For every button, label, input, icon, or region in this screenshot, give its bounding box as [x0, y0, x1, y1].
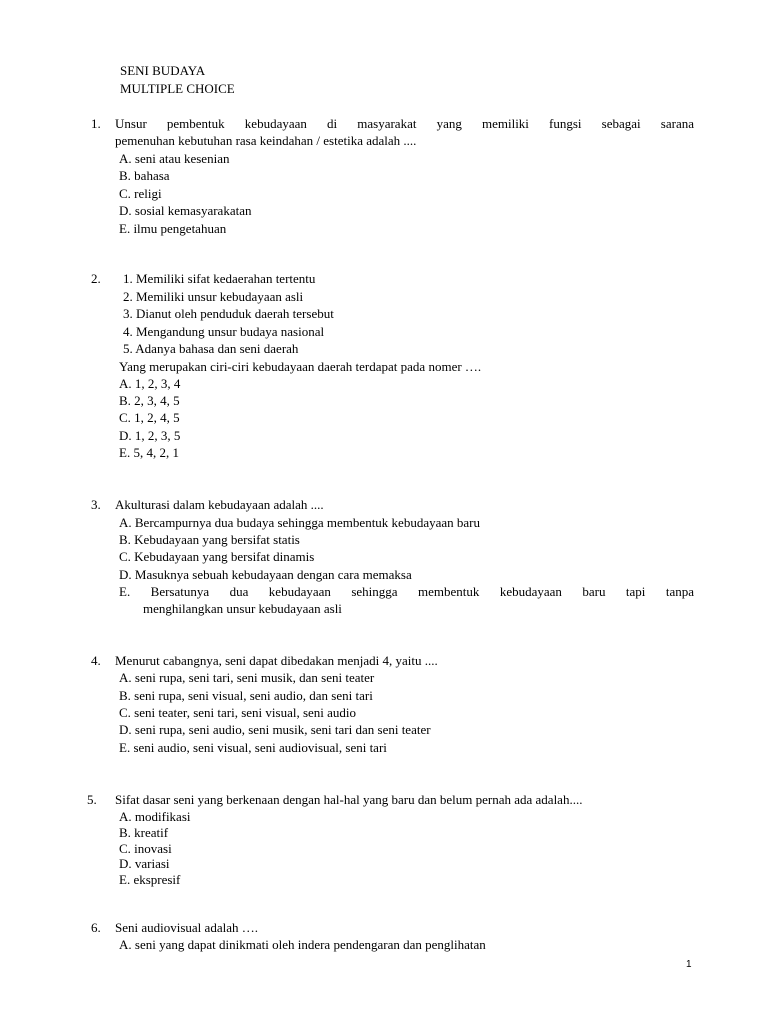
question-2-option-a: A. 1, 2, 3, 4: [119, 376, 181, 391]
question-1-text-line-1: Unsur pembentuk kebudayaan di masyarakat yang memiliki fungsi sebagai sarana: [115, 116, 694, 131]
question-4-option-b: B. seni rupa, seni visual, seni audio, dan seni tari: [119, 688, 373, 703]
question-1-option-c: C. religi: [119, 186, 162, 201]
question-4-option-d: D. seni rupa, seni audio, seni musik, seni tari dan seni teater: [119, 722, 431, 737]
question-5-text: Sifat dasar seni yang berkenaan dengan hal-hal yang baru dan belum pernah ada adalah....: [115, 792, 583, 807]
question-6-text: Seni audiovisual adalah ….: [115, 920, 258, 935]
question-1-option-a: A. seni atau kesenian: [119, 151, 230, 166]
question-2-prompt: Yang merupakan ciri-ciri kebudayaan daerah terdapat pada nomer ….: [119, 359, 482, 374]
question-2-statement-5: 5. Adanya bahasa dan seni daerah: [123, 341, 299, 356]
question-2-statement-2: 2. Memiliki unsur kebudayaan asli: [123, 289, 304, 304]
question-5-option-b: B. kreatif: [119, 825, 169, 840]
question-2-option-e: E. 5, 4, 2, 1: [119, 445, 179, 460]
question-6-option-a: A. seni yang dapat dinikmati oleh indera pendengaran dan penglihatan: [119, 937, 486, 952]
question-2-statement-1: 1. Memiliki sifat kedaerahan tertentu: [123, 271, 316, 286]
question-3-text: Akulturasi dalam kebudayaan adalah ....: [115, 497, 324, 512]
question-1-number: 1.: [91, 116, 101, 131]
question-5-number: 5.: [87, 792, 97, 807]
question-3-number: 3.: [91, 497, 101, 512]
document-type: MULTIPLE CHOICE: [120, 81, 235, 96]
question-4-number: 4.: [91, 653, 101, 668]
question-4-text: Menurut cabangnya, seni dapat dibedakan menjadi 4, yaitu ....: [115, 653, 438, 668]
page-number: 1: [686, 959, 692, 970]
question-5-option-d: D. variasi: [119, 856, 170, 871]
question-4-option-e: E. seni audio, seni visual, seni audiovisual, seni tari: [119, 740, 387, 755]
question-3-option-a: A. Bercampurnya dua budaya sehingga membentuk kebudayaan baru: [119, 515, 480, 530]
question-1-option-d: D. sosial kemasyarakatan: [119, 203, 252, 218]
question-2-statement-3: 3. Dianut oleh penduduk daerah tersebut: [123, 306, 334, 321]
question-5-option-e: E. ekspresif: [119, 872, 181, 887]
question-3-option-e: E. Bersatunya dua kebudayaan sehingga membentuk kebudayaan baru tapi tanpa: [119, 584, 694, 599]
question-5-option-c: C. inovasi: [119, 841, 172, 856]
question-1-text-line-2: pemenuhan kebutuhan rasa keindahan / estetika adalah ....: [115, 133, 417, 148]
question-3-option-b: B. Kebudayaan yang bersifat statis: [119, 532, 300, 547]
question-2-number: 2.: [91, 271, 101, 286]
question-6-number: 6.: [91, 920, 101, 935]
question-3-option-d: D. Masuknya sebuah kebudayaan dengan cara memaksa: [119, 567, 412, 582]
question-4-option-a: A. seni rupa, seni tari, seni musik, dan seni teater: [119, 670, 375, 685]
question-3-option-c: C. Kebudayaan yang bersifat dinamis: [119, 549, 315, 564]
question-2-statement-4: 4. Mengandung unsur budaya nasional: [123, 324, 325, 339]
question-2-option-b: B. 2, 3, 4, 5: [119, 393, 180, 408]
question-5-option-a: A. modifikasi: [119, 809, 191, 824]
question-1-option-b: B. bahasa: [119, 168, 170, 183]
question-3-option-e-continued: menghilangkan unsur kebudayaan asli: [143, 601, 342, 616]
question-2-option-c: C. 1, 2, 4, 5: [119, 410, 180, 425]
question-2-option-d: D. 1, 2, 3, 5: [119, 428, 181, 443]
document-subject: SENI BUDAYA: [120, 63, 206, 78]
question-1-option-e: E. ilmu pengetahuan: [119, 221, 227, 236]
question-4-option-c: C. seni teater, seni tari, seni visual, seni audio: [119, 705, 357, 720]
